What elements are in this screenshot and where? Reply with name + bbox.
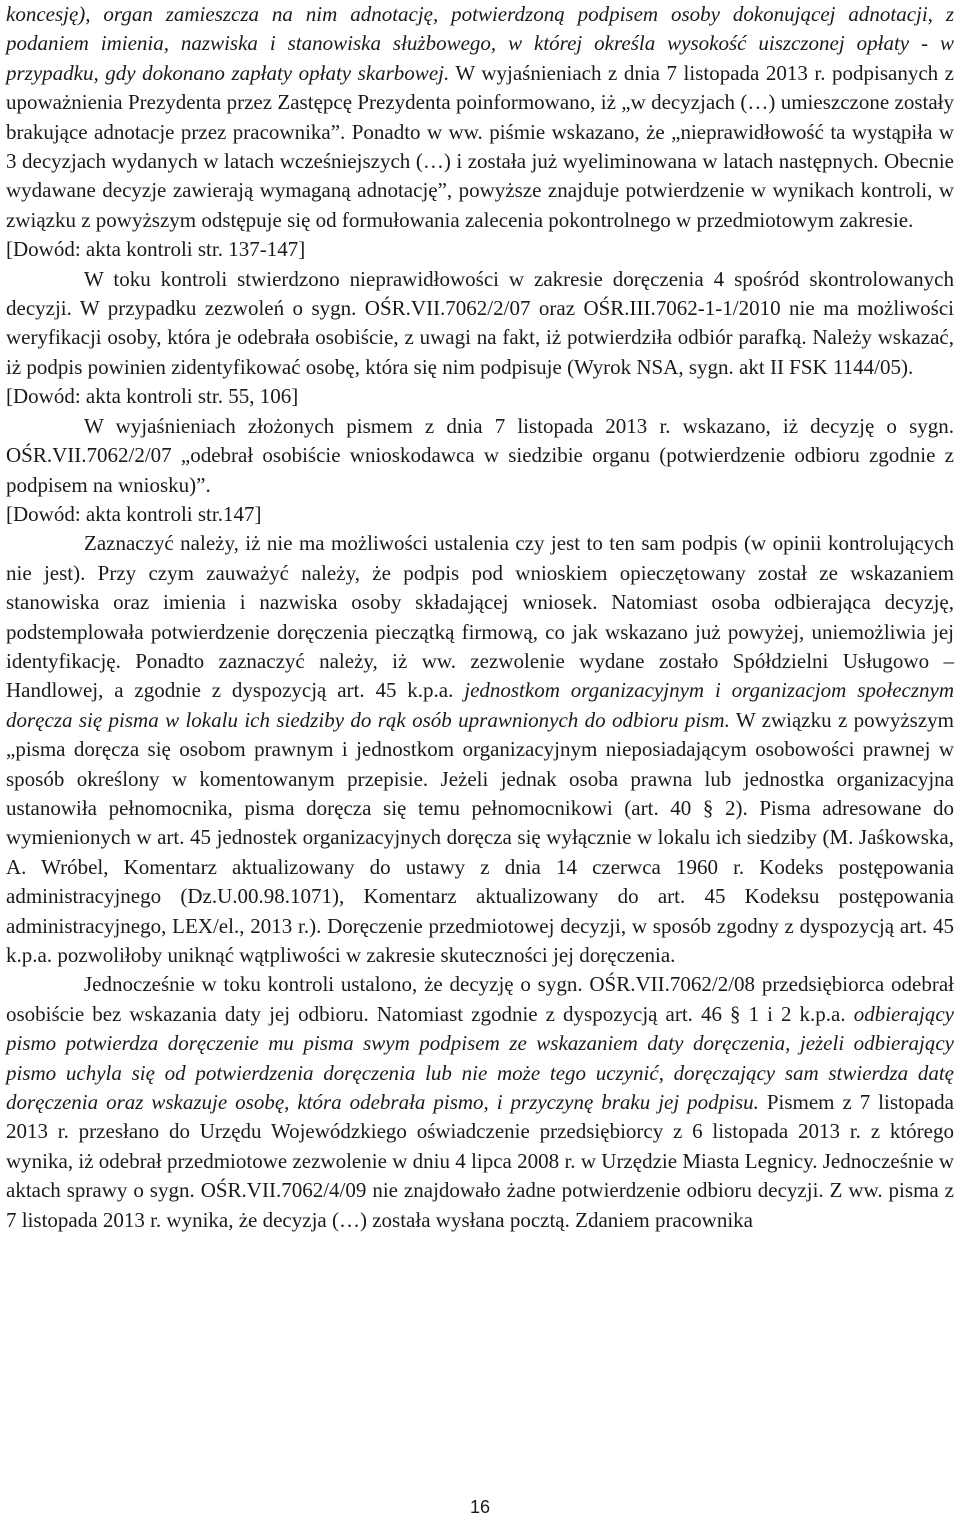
- document-body: [6, 0, 954, 1235]
- paragraph: [6, 0, 954, 235]
- text-run: [Dowód: akta kontroli str. 137-147]: [6, 237, 306, 262]
- evidence-reference: [6, 382, 954, 411]
- text-run: [Dowód: akta kontroli str.147]: [6, 501, 262, 526]
- italic-text: koncesję), organ zamieszcza na nim adnotację, potwierdzoną podpisem osoby dokonującej adnotacji, z podaniem imienia, nazwiska i stanowiska służbowego, w której określa wysokość uiszczonej opłaty - w przypadku, gdy dokonano zapłaty opłaty skarbowej.: [6, 2, 954, 85]
- text-run: W toku kontroli stwierdzono nieprawidłowości w zakresie doręczenia 4 spośród skontrolowanych decyzji. W przypadku zezwoleń o sygn. OŚR.VII.7062/2/07 oraz OŚR.III.7062-1-1/2010 nie ma możliwości weryfikacji osoby, która je odebrała osobiście, z uwagi na fakt, iż potwierdziła odbiór parafką. Należy wskazać, iż podpis powinien zidentyfikować osobę, która się nim podpisuje (Wyrok NSA, sygn. akt II FSK 1144/05).: [6, 266, 954, 379]
- text-run: W wyjaśnieniach złożonych pismem z dnia 7 listopada 2013 r. wskazano, iż decyzję o sygn. OŚR.VII.7062/2/07 „odebrał osobiście wnioskodawca w siedzibie organu (potwierdzenie odbioru zgodnie z podpisem na wniosku)”.: [6, 413, 954, 497]
- evidence-reference: [6, 500, 954, 529]
- paragraph: [6, 970, 954, 1235]
- text-run: [Dowód: akta kontroli str. 55, 106]: [6, 384, 299, 409]
- document-page: [6, 0, 954, 1529]
- italic-text: odbierający pismo potwierdza doręczenie mu pisma swym podpisem ze wskazaniem daty doręczenia, jeżeli odbierający pismo uchyla się od potwierdzenia doręczenia lub nie może tego uczynić, doręczający sam stwierdza datę doręczenia oraz wskazuje osobę, która odebrała pismo, i przyczynę braku jej podpisu.: [6, 1001, 954, 1115]
- page-number: 16: [469, 1497, 491, 1517]
- paragraph: [6, 529, 954, 970]
- text-run: Zaznaczyć należy, iż nie ma możliwości ustalenia czy jest to ten sam podpis (w opinii kontrolujących nie jest). Przy czym zauważyć należy, że podpis pod wnioskiem opieczętowany został ze wskazaniem stanowiska oraz imienia i nazwiska osoby składającej wniosek. Natomiast osoba odbierająca decyzję, podstemplowała potwierdzenie doręczenia pieczątką firmową, co jak wskazano już powyżej, uniemożliwia jej identyfikację. Ponadto zaznaczyć należy, iż ww. zezwolenie wydane zostało Spółdzielni Usługowo – Handlowej, a zgodnie z dyspozycją art. 45 k.p.a.: [6, 531, 954, 703]
- paragraph: [6, 265, 954, 383]
- evidence-reference: [6, 235, 954, 264]
- text-run: Jednocześnie w toku kontroli ustalono, że decyzję o sygn. OŚR.VII.7062/2/08 przedsiębiorca odebrał osobiście bez wskazania daty jej odbioru. Natomiast zgodnie z dyspozycją art. 46 § 1 i 2 k.p.a.: [6, 972, 954, 1026]
- text-run: W związku z powyższym „pisma doręcza się osobom prawnym i jednostkom organizacyjnym nieposiadającym osobowości prawnej w sposób określony w komentowanym przepisie. Jeżeli jednak osoba prawna lub jednostka organizacyjna ustanowiła pełnomocnika, pisma doręcza się temu pełnomocnikowi (art. 40 § 2). Pisma adresowane do wymienionych w art. 45 jednostek organizacyjnych doręcza się wyłącznie w lokalu ich siedziby (M. Jaśkowska, A. Wróbel, Komentarz aktualizowany do ustawy z dnia 14 czerwca 1960 r. Kodeks postępowania administracyjnego (Dz.U.00.98.1071), Komentarz aktualizowany do art. 45 Kodeksu postępowania administracyjnego, LEX/el., 2013 r.). Doręczenie przedmiotowej decyzji, w sposób zgodny z dyspozycją art. 45 k.p.a. pozwoliłoby uniknąć wątpliwości w zakresie skuteczności jej doręczenia.: [6, 707, 954, 967]
- text-run: W wyjaśnieniach z dnia 7 listopada 2013 r. podpisanych z upoważnienia Prezydenta przez Zastępcę Prezydenta poinformowano, iż „w decyzjach (…) umieszczone zostały brakujące adnotacje przez pracownika”. Ponadto w ww. piśmie wskazano, że „nieprawidłowość ta wystąpiła w 3 decyzjach wydanych w latach wcześniejszych (…) i została już wyeliminowana w latach następnych. Obecnie wydawane decyzje zawierają wymaganą adnotację”, powyższe znajduje potwierdzenie w wynikach kontroli, w związku z powyższym odstępuje się od formułowania zalecenia pokontrolnego w przedmiotowym zakresie.: [6, 60, 954, 232]
- italic-text: jednostkom organizacyjnym i organizacjom społecznym doręcza się pisma w lokalu ich siedziby do rąk osób uprawnionych do odbioru pism.: [6, 678, 954, 732]
- text-run: Pismem z 7 listopada 2013 r. przesłano do Urzędu Wojewódzkiego oświadczenie przedsiębiorcy z 6 listopada 2013 r. z którego wynika, iż odebrał przedmiotowe zezwolenie w dniu 4 lipca 2008 r. w Urzędzie Miasta Legnicy. Jednocześnie w aktach sprawy o sygn. OŚR.VII.7062/4/09 nie znajdowało żadne potwierdzenie odbioru decyzji. Z ww. pisma z 7 listopada 2013 r. wynika, że decyzja (…) została wysłana pocztą. Zdaniem pracownika: [6, 1090, 954, 1232]
- paragraph: [6, 412, 954, 500]
